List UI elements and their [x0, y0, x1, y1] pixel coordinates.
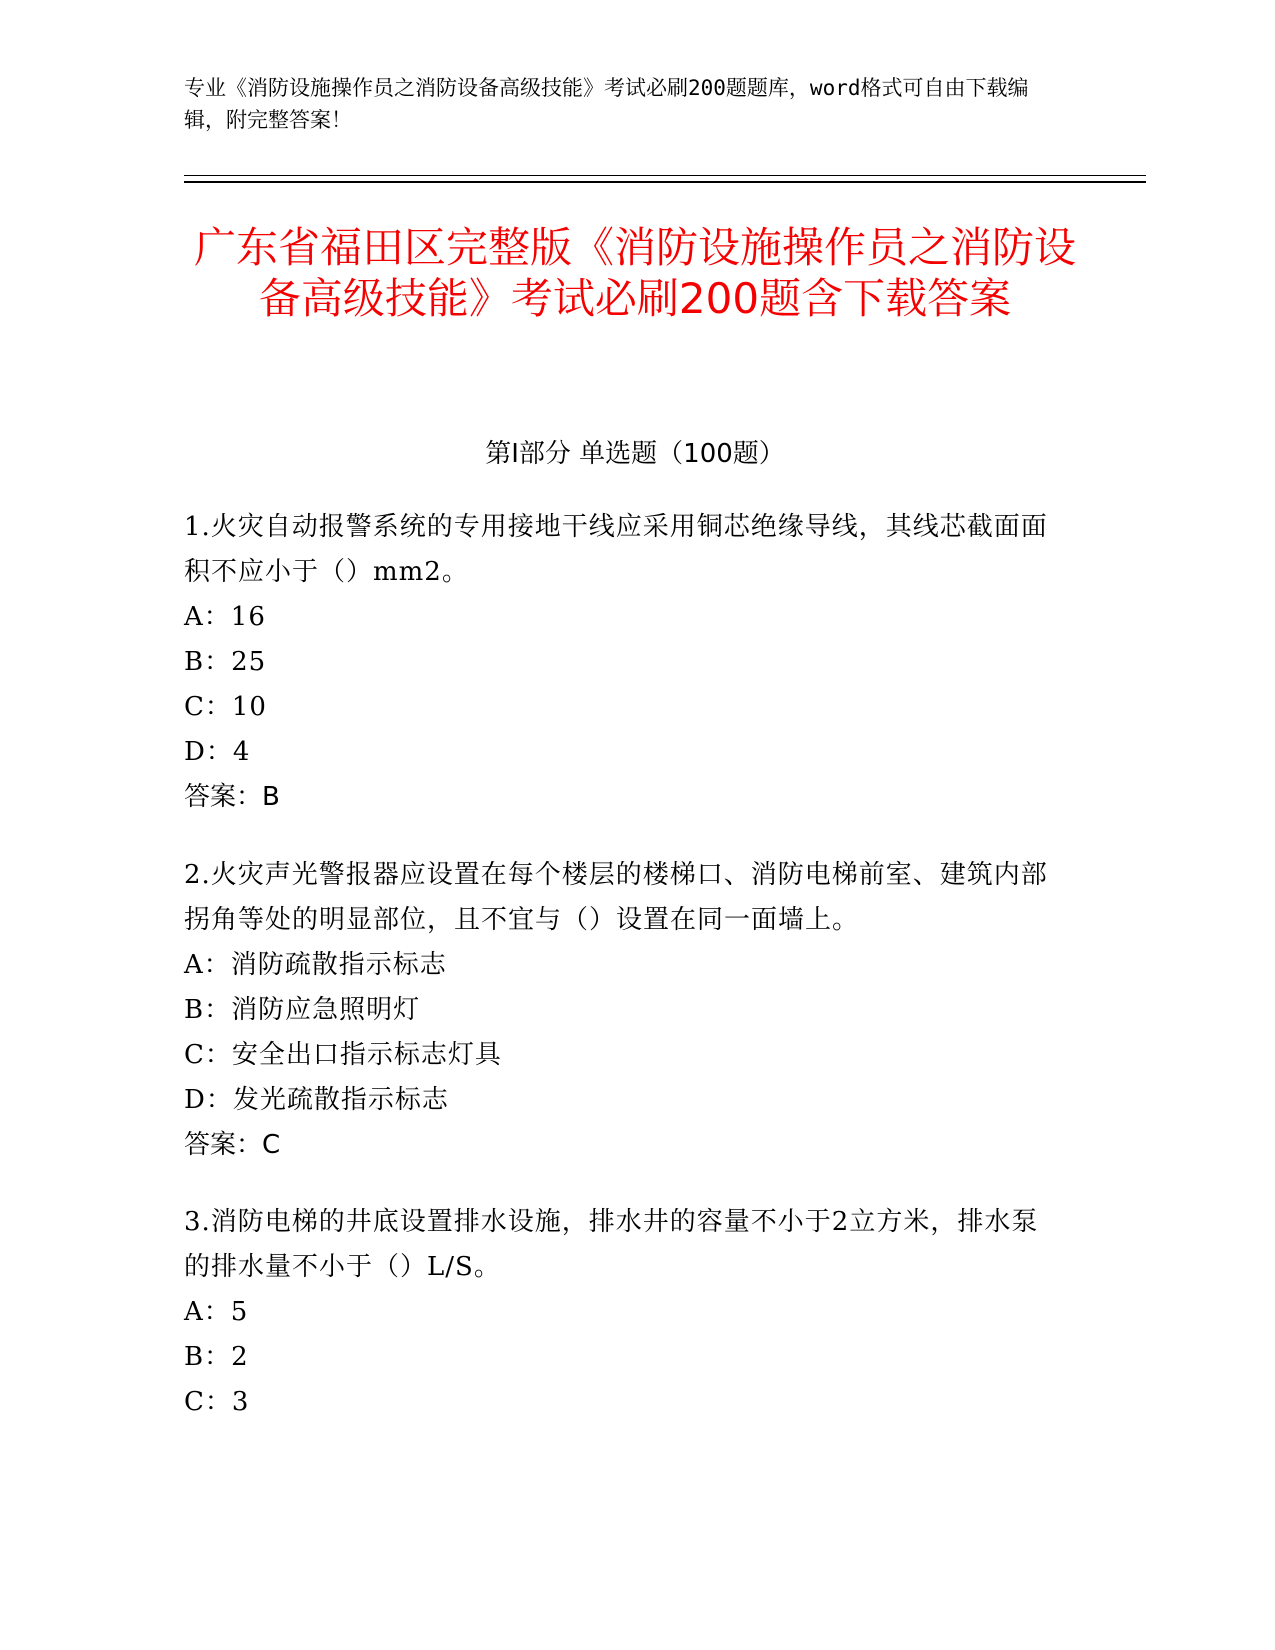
header-rule-thin [184, 175, 1146, 176]
option-b: B：2 [184, 1342, 249, 1372]
option-a: A：16 [184, 602, 266, 632]
section-title: 第Ⅰ部分 单选题（100题） [485, 439, 785, 469]
document-title: 广东省福田区完整版《消防设施操作员之消防设备高级技能》考试必刷200题含下载答案 [193, 223, 1076, 323]
question-2 [184, 853, 1054, 1168]
header-rule-thick [184, 181, 1146, 183]
question-text: 2.火灾声光警报器应设置在每个楼层的楼梯口、消防电梯前室、建筑内部拐角等处的明显部位，且不宜与（）设置在同一面墙上。 [184, 860, 1048, 935]
header-note: 专业《消防设施操作员之消防设备高级技能》考试必刷200题题库，word格式可自由下载编辑，附完整答案！ [184, 76, 1029, 132]
option-c: C：3 [184, 1387, 250, 1417]
option-a: A：5 [184, 1297, 249, 1327]
option-c: C：10 [184, 692, 267, 722]
question-text: 3.消防电梯的井底设置排水设施，排水井的容量不小于2立方米，排水泵的排水量不小于（）L/S。 [184, 1207, 1039, 1282]
option-d: D：4 [184, 737, 251, 767]
question-text: 1.火灾自动报警系统的专用接地干线应采用铜芯绝缘导线，其线芯截面面积不应小于（）mm2。 [184, 512, 1048, 587]
option-d: D：发光疏散指示标志 [184, 1085, 449, 1115]
answer: 答案：C [184, 1130, 281, 1160]
answer: 答案：B [184, 782, 280, 812]
option-b: B：25 [184, 647, 267, 677]
option-c: C：安全出口指示标志灯具 [184, 1040, 502, 1070]
question-1 [184, 505, 1054, 820]
option-b: B：消防应急照明灯 [184, 995, 421, 1025]
option-a: A：消防疏散指示标志 [184, 950, 447, 980]
question-3 [184, 1200, 1054, 1425]
